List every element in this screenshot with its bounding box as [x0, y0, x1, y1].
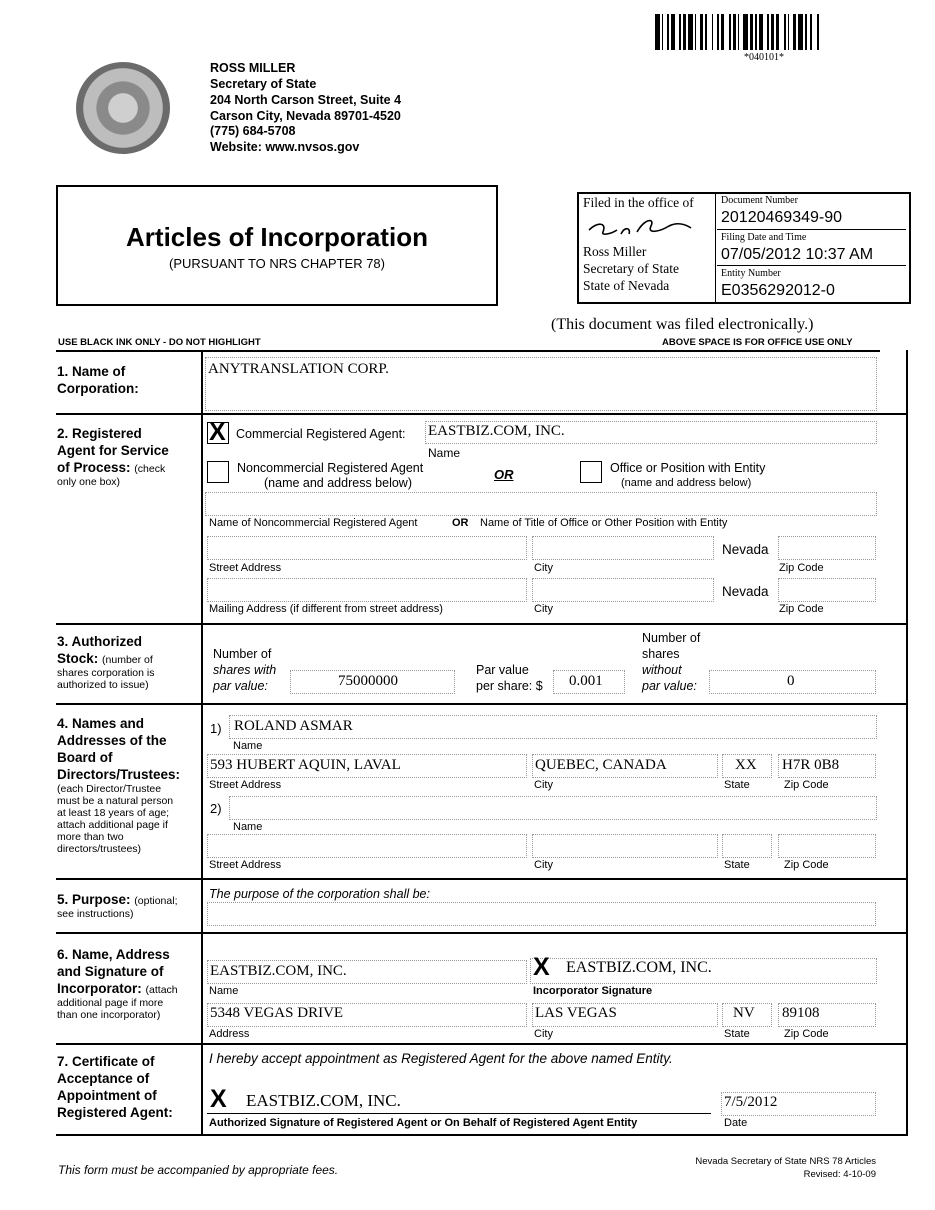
street-address-caption: Street Address — [209, 859, 282, 871]
nevada-state-label: Nevada — [722, 542, 769, 557]
acceptance-statement: I hereby accept appointment as Registered Agent for the above named Entity. — [209, 1051, 673, 1066]
barcode-bar — [738, 14, 740, 50]
shares-without-par-label: without — [642, 663, 682, 677]
incorporator-signature-caption: Incorporator Signature — [533, 985, 653, 997]
section-rule — [56, 413, 908, 415]
barcode-bar — [717, 14, 719, 50]
director-2-name-field[interactable] — [229, 796, 877, 820]
or-label: OR — [494, 467, 514, 482]
director-2-street-field[interactable] — [207, 834, 527, 858]
barcode-bar — [755, 14, 757, 50]
commercial-agent-name: EASTBIZ.COM, INC. — [428, 423, 565, 439]
section-6-label: 6. Name, Address and Signature of Incorporator: (attach additional page if more than one incorporator) — [57, 947, 178, 1021]
signature-x-mark: X — [210, 1085, 227, 1113]
shares-without-par-value: 0 — [787, 673, 795, 689]
par-value-label: Par value — [476, 663, 529, 677]
barcode-bar — [743, 14, 748, 50]
barcode-bar — [784, 14, 786, 50]
acceptance-date: 7/5/2012 — [724, 1094, 778, 1110]
noncommercial-agent-checkbox[interactable] — [207, 461, 229, 483]
barcode-bar — [771, 14, 774, 50]
director-1-city: QUEBEC, CANADA — [535, 757, 667, 773]
barcode-bar — [817, 14, 819, 50]
barcode-bar — [776, 14, 779, 50]
shares-with-par-label: Number of — [213, 647, 272, 661]
barcode-bar — [759, 14, 764, 50]
purpose-text: The purpose of the corporation shall be: — [209, 887, 430, 901]
signer-line: Secretary of State — [583, 261, 679, 276]
registered-agent-signature: EASTBIZ.COM, INC. — [246, 1091, 401, 1110]
section-4-label: 4. Names and Addresses of the Board of Directors/Trustees: (each Director/Trustee must be a natural person at least 18 years of age; attach additional page if more than two directors/trustees) — [57, 716, 181, 855]
barcode-number: *040101* — [744, 52, 784, 63]
filed-in-office-text: Filed in the office of — [583, 195, 694, 210]
director-2-number: 2) — [210, 801, 222, 816]
incorporator-address: 5348 VEGAS DRIVE — [210, 1005, 344, 1021]
barcode-bar — [788, 14, 790, 50]
incorporator-zip: 89108 — [782, 1005, 820, 1021]
city-caption: City — [534, 779, 553, 791]
form-bottom-rule — [56, 1134, 908, 1136]
director-1-state: XX — [735, 757, 757, 773]
noncommercial-name-caption: Name of Noncommercial Registered Agent — [209, 517, 418, 529]
barcode-bar — [705, 14, 707, 50]
street-address-field[interactable] — [207, 536, 527, 560]
director-2-state-field[interactable] — [722, 834, 772, 858]
noncommercial-name-field[interactable] — [205, 492, 877, 516]
filing-date: 07/05/2012 10:37 AM — [721, 246, 874, 263]
city-field[interactable] — [532, 536, 714, 560]
barcode-bar — [805, 14, 807, 50]
section-rule — [56, 623, 908, 625]
section-rule — [56, 703, 908, 705]
zip-code-caption: Zip Code — [784, 1028, 829, 1040]
document-number: 20120469349-90 — [721, 209, 843, 226]
director-1-name: ROLAND ASMAR — [234, 718, 353, 734]
header-line: 204 North Carson Street, Suite 4 — [210, 93, 402, 107]
zip-code-caption: Zip Code — [784, 859, 829, 871]
barcode-bar — [721, 14, 724, 50]
signer-line: Ross Miller — [583, 244, 647, 259]
corporation-name: ANYTRANSLATION CORP. — [208, 361, 389, 377]
section-rule — [56, 1043, 908, 1045]
incorporator-state: NV — [733, 1005, 755, 1021]
date-caption: Date — [724, 1117, 748, 1129]
shares-with-par-label: shares with — [213, 663, 277, 677]
incorporator-city: LAS VEGAS — [535, 1005, 617, 1021]
name-caption: Name — [233, 740, 263, 752]
director-1-number: 1) — [210, 721, 222, 736]
header-line: Website: www.nvsos.gov — [210, 140, 360, 154]
signer-line: State of Nevada — [583, 278, 670, 293]
header-line: Carson City, Nevada 89701-4520 — [210, 109, 401, 123]
barcode-bar — [712, 14, 714, 50]
shares-without-par-label: par value: — [642, 679, 697, 693]
section-1-label: 1. Name of Corporation: — [57, 364, 139, 396]
barcode-bar — [695, 14, 697, 50]
shares-with-par-label: par value: — [213, 679, 268, 693]
state-caption: State — [724, 779, 750, 791]
barcode-bar — [688, 14, 693, 50]
director-1-street: 593 HUBERT AQUIN, LAVAL — [210, 757, 401, 773]
fees-note: This form must be accompanied by appropriate fees. — [58, 1163, 339, 1177]
name-caption: Name — [209, 985, 239, 997]
barcode-bar — [667, 14, 669, 50]
entity-number: E0356292012-0 — [721, 282, 835, 299]
electronic-filing-note: (This document was filed electronically.) — [551, 316, 814, 333]
barcode-bar — [733, 14, 736, 50]
purpose-field[interactable] — [207, 902, 876, 926]
section-rule — [56, 932, 908, 934]
page-title: Articles of Incorporation — [126, 222, 428, 252]
page-subtitle: (PURSUANT TO NRS CHAPTER 78) — [169, 256, 385, 271]
secretary-signature-icon — [585, 212, 695, 240]
document-number-label: Document Number — [721, 195, 798, 206]
office-title-caption: Name of Title of Office or Other Position with Entity — [480, 517, 728, 529]
city-caption: City — [534, 859, 553, 871]
entity-number-label: Entity Number — [721, 268, 781, 279]
barcode-bar — [793, 14, 796, 50]
par-value-label: per share: $ — [476, 679, 543, 693]
office-use-note: ABOVE SPACE IS FOR OFFICE USE ONLY — [662, 337, 853, 348]
director-2-zip-field[interactable] — [778, 834, 876, 858]
filing-rule — [717, 229, 906, 230]
city-caption: City — [534, 562, 553, 574]
mailing-city-field[interactable] — [532, 578, 714, 602]
city-caption: City — [534, 603, 553, 615]
or-small-label: OR — [452, 517, 469, 529]
form-id: Nevada Secretary of State NRS 78 Articles — [695, 1156, 876, 1167]
barcode-bar — [810, 14, 812, 50]
incorporator-name: EASTBIZ.COM, INC. — [210, 963, 347, 979]
section-2-label: 2. Registered Agent for Service of Process: (check only one box) — [57, 426, 169, 488]
ink-note: USE BLACK INK ONLY - DO NOT HIGHLIGHT — [58, 337, 261, 348]
header-line: Secretary of State — [210, 77, 317, 91]
barcode-bar — [683, 14, 686, 50]
commercial-agent-label: Commercial Registered Agent: — [236, 427, 406, 441]
barcode-bar — [767, 14, 769, 50]
city-caption: City — [534, 1028, 553, 1040]
filing-divider — [715, 192, 716, 302]
nevada-state-label: Nevada — [722, 584, 769, 599]
office-position-sub: (name and address below) — [621, 477, 752, 489]
form-revision: Revised: 4-10-09 — [803, 1169, 876, 1180]
signature-x-mark: X — [533, 953, 550, 981]
noncommercial-agent-label: Noncommercial Registered Agent — [237, 461, 424, 475]
street-address-caption: Street Address — [209, 779, 282, 791]
section-7-label: 7. Certificate of Acceptance of Appointment of Registered Agent: — [57, 1054, 173, 1120]
form-right-rule — [906, 350, 908, 1136]
shares-without-par-label: Number of — [642, 631, 701, 645]
name-caption: Name — [233, 821, 263, 833]
barcode-bar — [679, 14, 681, 50]
state-caption: State — [724, 859, 750, 871]
section-rule — [56, 878, 908, 880]
shares-with-par-value: 75000000 — [338, 673, 398, 689]
par-value: 0.001 — [569, 673, 603, 689]
agent-signature-caption: Authorized Signature of Registered Agent or On Behalf of Registered Agent Entity — [209, 1117, 638, 1129]
filing-rule — [717, 265, 906, 266]
barcode-bar — [700, 14, 703, 50]
shares-without-par-label: shares — [642, 647, 680, 661]
section-5-label: 5. Purpose: (optional; see instructions) — [57, 892, 178, 920]
barcode — [655, 14, 883, 50]
signature-rule — [207, 1113, 711, 1114]
address-caption: Address — [209, 1028, 250, 1040]
barcode-bar — [750, 14, 753, 50]
state-caption: State — [724, 1028, 750, 1040]
barcode-bar — [729, 14, 731, 50]
header-line: ROSS MILLER — [210, 61, 296, 75]
noncommercial-agent-sub: (name and address below) — [264, 476, 412, 490]
mailing-address-caption: Mailing Address (if different from street address) — [209, 603, 443, 615]
office-position-label: Office or Position with Entity — [610, 461, 766, 475]
barcode-bar — [798, 14, 803, 50]
barcode-bar — [662, 14, 664, 50]
form-top-rule — [56, 350, 880, 352]
zip-code-caption: Zip Code — [784, 779, 829, 791]
director-1-zip: H7R 0B8 — [782, 757, 840, 773]
nevada-state-seal-icon — [76, 62, 170, 154]
zip-code-field[interactable] — [778, 536, 876, 560]
form-column-rule — [201, 350, 203, 1136]
filing-date-label: Filing Date and Time — [721, 232, 807, 243]
director-2-city-field[interactable] — [532, 834, 718, 858]
mailing-address-field[interactable] — [207, 578, 527, 602]
zip-code-caption: Zip Code — [779, 603, 824, 615]
zip-code-caption: Zip Code — [779, 562, 824, 574]
office-position-checkbox[interactable] — [580, 461, 602, 483]
barcode-bar — [671, 14, 676, 50]
incorporator-signature: EASTBIZ.COM, INC. — [566, 959, 712, 976]
street-address-caption: Street Address — [209, 562, 282, 574]
header-line: (775) 684-5708 — [210, 124, 296, 138]
barcode-bar — [655, 14, 660, 50]
section-3-label: 3. Authorized Stock: (number of shares corporation is authorized to issue) — [57, 634, 155, 691]
checkmark-x-icon: X — [209, 418, 226, 446]
name-caption: Name — [428, 446, 461, 460]
mailing-zip-field[interactable] — [778, 578, 876, 602]
